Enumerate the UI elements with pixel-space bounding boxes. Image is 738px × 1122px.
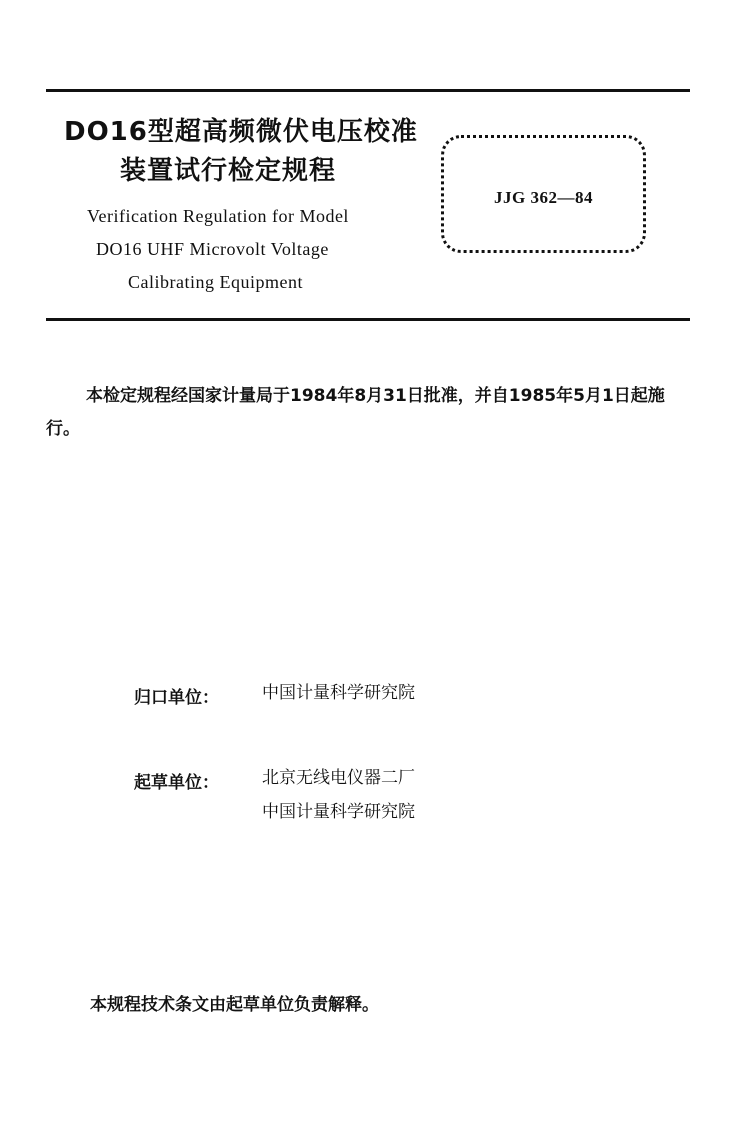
drafting-unit-value-2: 中国计量科学研究院 bbox=[262, 802, 415, 822]
regulation-code-box bbox=[441, 135, 646, 253]
drafting-unit-label: 起草单位： bbox=[134, 773, 219, 793]
title-en-line3: Calibrating Equipment bbox=[128, 272, 303, 292]
interpretation-note: 本规程技术条文由起草单位负责解释。 bbox=[90, 995, 379, 1015]
approval-statement: 本检定规程经国家计量局于1984年8月31日批准，并自1985年5月1日起施行。 bbox=[46, 386, 665, 439]
bottom-rule bbox=[46, 318, 690, 321]
top-rule bbox=[46, 89, 690, 92]
responsible-unit-value: 中国计量科学研究院 bbox=[262, 683, 415, 703]
title-cn-line1: DO16型超高频微伏电压校准 bbox=[64, 117, 418, 147]
title-en-line2: DO16 UHF Microvolt Voltage bbox=[96, 239, 329, 259]
drafting-unit-value-1: 北京无线电仪器二厂 bbox=[262, 768, 415, 788]
responsible-unit-label: 归口单位： bbox=[134, 688, 219, 708]
title-cn-line2: 装置试行检定规程 bbox=[120, 156, 337, 186]
regulation-code: JJG 362—84 bbox=[494, 188, 593, 207]
title-en-line1: Verification Regulation for Model bbox=[87, 206, 349, 226]
